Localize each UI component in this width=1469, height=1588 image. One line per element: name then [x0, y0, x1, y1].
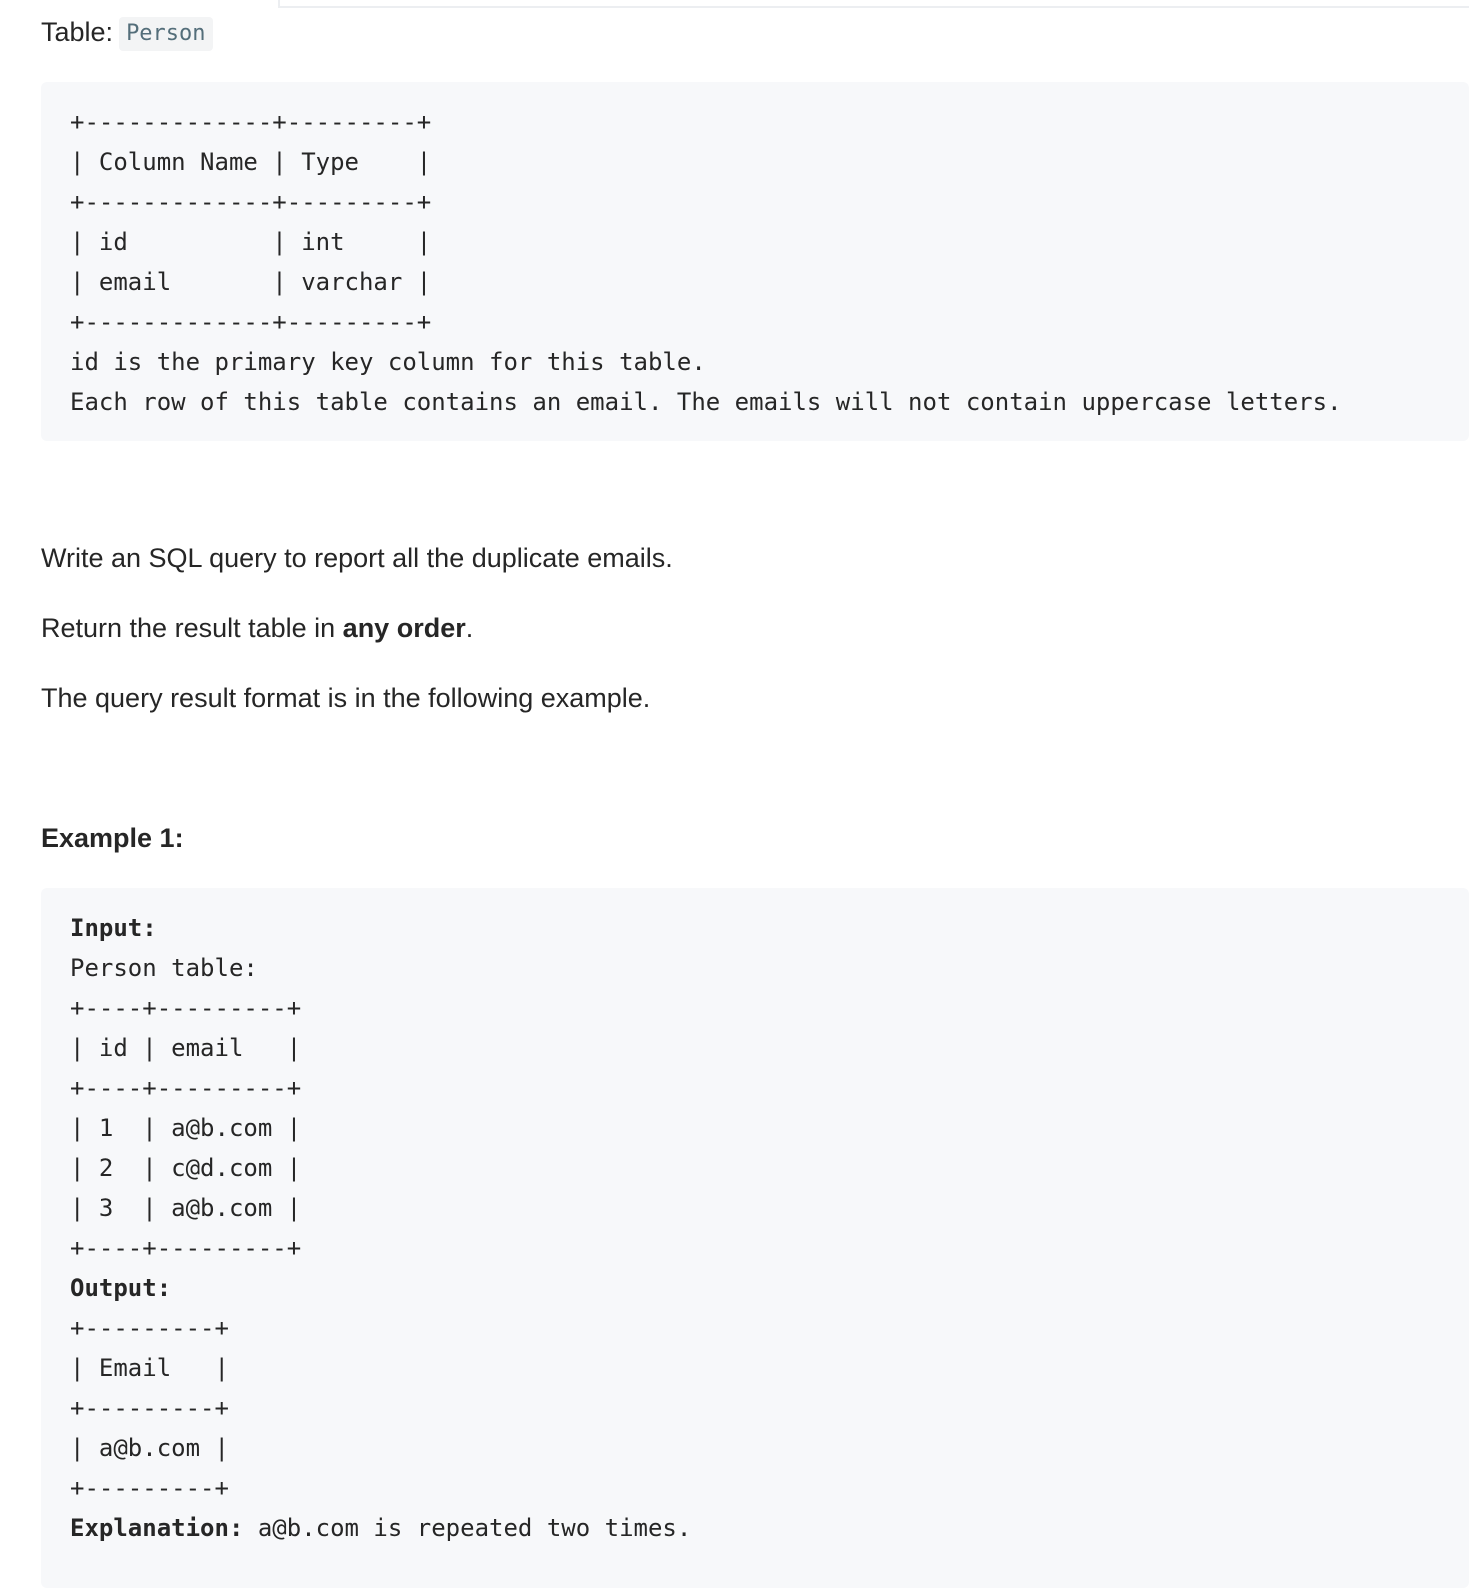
description-text: . [465, 613, 474, 643]
output-line: | a@b.com | [70, 1434, 229, 1462]
example-code-block [41, 888, 1469, 1588]
description-emphasis: any order [342, 613, 466, 643]
input-label: Input: [70, 914, 157, 942]
output-line: +---------+ [70, 1474, 229, 1502]
output-line: +---------+ [70, 1394, 229, 1422]
input-line: | 2 | c@d.com | [70, 1154, 302, 1182]
input-line: Person table: [70, 954, 258, 982]
description-paragraph: The query result format is in the following example. [41, 683, 651, 713]
input-line: +----+---------+ [70, 1074, 302, 1102]
schema-line: +-------------+---------+ [70, 308, 432, 336]
schema-line: +-------------+---------+ [70, 188, 432, 216]
schema-note: Each row of this table contains an email. The emails will not contain uppercase letters. [70, 388, 1342, 416]
description-text: Return the result table in [41, 613, 343, 643]
schema-pre [70, 102, 1469, 422]
output-line: +---------+ [70, 1314, 229, 1342]
schema-line: +-------------+---------+ [70, 108, 432, 136]
table-label: Table: [41, 17, 114, 47]
input-line: +----+---------+ [70, 1234, 302, 1262]
schema-note: id is the primary key column for this table. [70, 348, 706, 376]
output-line: | Email | [70, 1354, 229, 1382]
description-paragraph [41, 610, 473, 646]
explanation-label: Explanation: [70, 1514, 244, 1542]
input-line: +----+---------+ [70, 994, 302, 1022]
input-line: | id | email | [70, 1034, 302, 1062]
example-pre [70, 908, 1469, 1548]
schema-code-block [41, 82, 1469, 441]
schema-line: | email | varchar | [70, 268, 432, 296]
schema-line: | Column Name | Type | [70, 148, 432, 176]
table-heading [41, 14, 213, 51]
description-paragraph: Write an SQL query to report all the duplicate emails. [41, 543, 673, 573]
input-line: | 1 | a@b.com | [70, 1114, 302, 1142]
explanation-text: a@b.com is repeated two times. [243, 1514, 692, 1542]
schema-line: | id | int | [70, 228, 432, 256]
top-divider [278, 0, 1469, 8]
example-title: Example 1: [41, 823, 184, 853]
table-name-code: Person [119, 17, 212, 51]
input-line: | 3 | a@b.com | [70, 1194, 302, 1222]
output-label: Output: [70, 1274, 172, 1302]
